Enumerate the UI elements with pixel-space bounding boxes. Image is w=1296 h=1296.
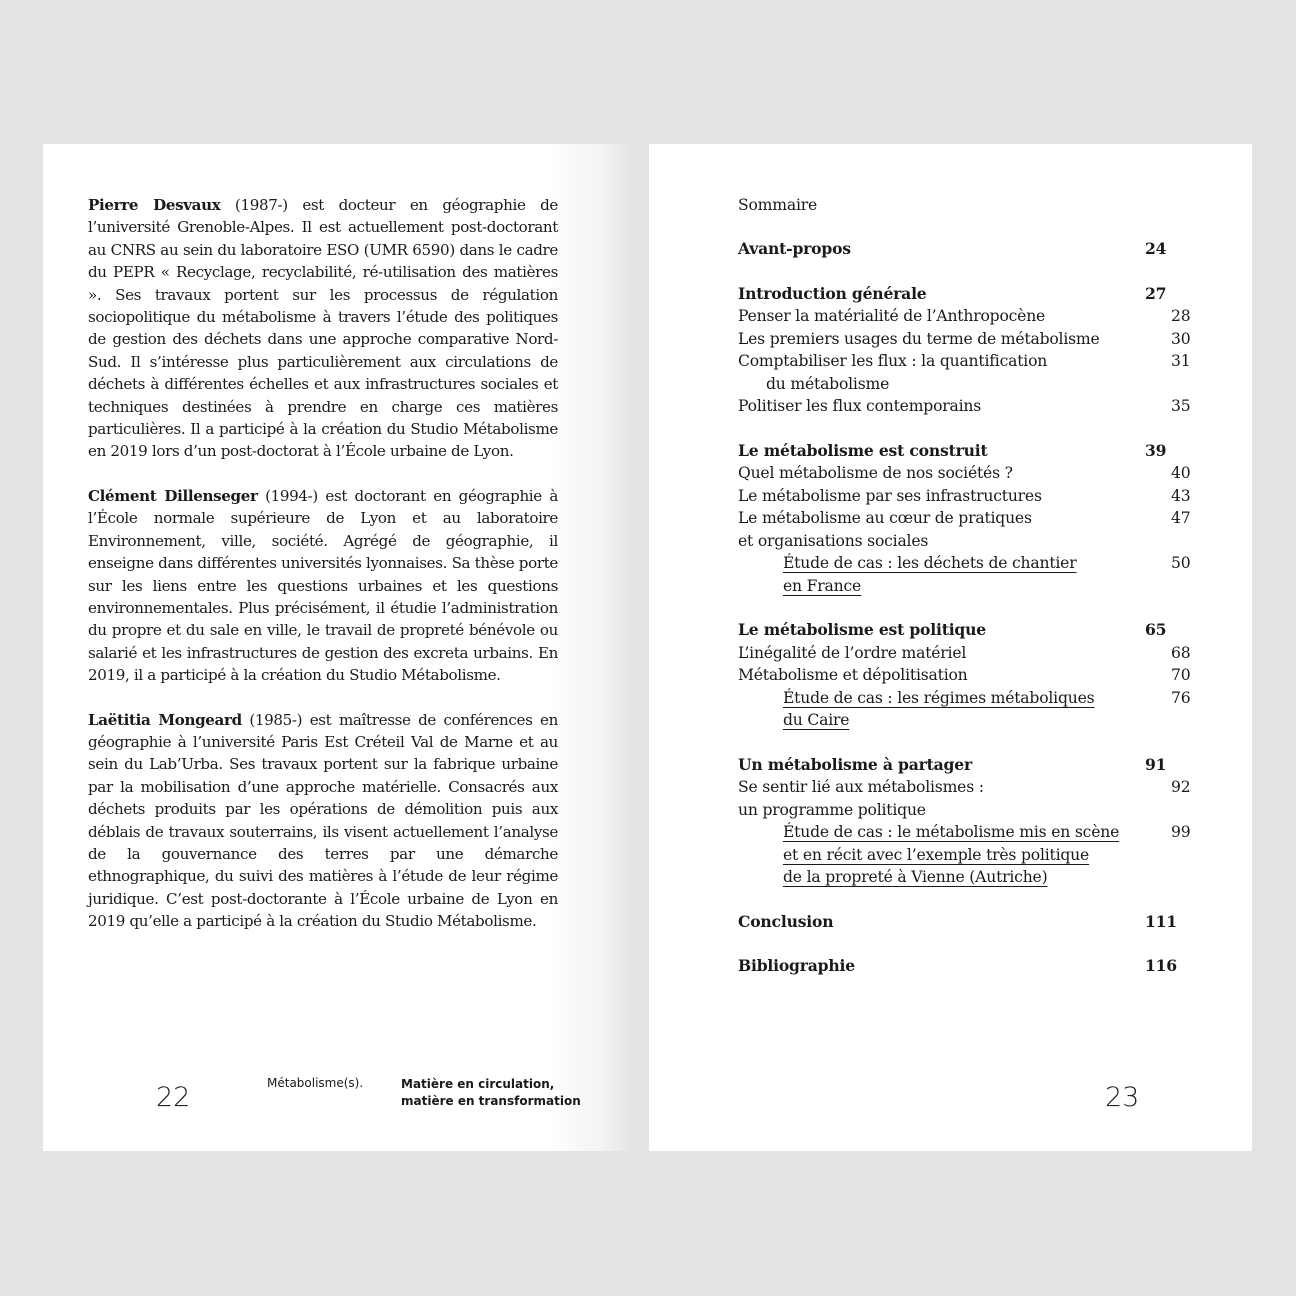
toc-entry-row[interactable]: [738, 507, 1198, 552]
toc-entry-page: 31: [1171, 352, 1191, 370]
toc-entry-line: Comptabiliser les flux : la quantification: [738, 352, 1048, 370]
footer-title-line: Matière en circulation,: [401, 1077, 555, 1091]
bio-text: (1987-) est docteur en géographie de l’université Grenoble-Alpes. Il est actuellement post-doctorant au CNRS au sein du laboratoire ESO (UMR 6590) dans le cadre du PEPR « Recyclage, recyclabilité, ré-utilisation des matières ». Ses travaux portent sur les processus de régulation sociopolitique du métabolisme à travers l’étude des politiques de gestion des déchets dans une approche comparative Nord-Sud. Il s’intéresse plus particulièrement aux circulations de déchets à différentes échelles et aux infrastructures sociales et techniques destinées à prendre en charge ces matières particulières. Il a participé à la création du Studio Métabolisme en 2019 lors d’un post-doctorat à l’École urbaine de Lyon.: [88, 196, 558, 461]
toc-entry-line: Le métabolisme par ses infrastructures: [738, 486, 1042, 505]
toc-entry-page: 28: [1171, 307, 1191, 325]
toc-heading: Sommaire: [738, 196, 818, 214]
toc-entry-page: 50: [1171, 554, 1191, 572]
toc-entry-page: 35: [1171, 397, 1191, 415]
toc-entry-line: et en récit avec l’exemple très politique: [783, 845, 1090, 864]
toc-entry-title: [738, 328, 1100, 351]
author-name: Laëtitia Mongeard: [88, 710, 242, 729]
toc-chapter-title: Le métabolisme est construit: [738, 440, 988, 460]
toc-chapter-row[interactable]: [738, 619, 1198, 642]
toc-sections: [738, 238, 1198, 978]
toc-entry-title: [738, 664, 968, 687]
toc-entry-line: Étude de cas : les déchets de chantier: [783, 554, 1077, 572]
running-footer-title: [401, 1076, 601, 1110]
toc-chapter-title: Introduction générale: [738, 283, 927, 303]
toc-entry-line: Métabolisme et dépolitisation: [738, 666, 968, 684]
toc-entry-row[interactable]: [738, 395, 1198, 418]
toc-entry-line: Étude de cas : le métabolisme mis en scène: [783, 823, 1120, 841]
toc-chapter-title: Avant-propos: [738, 239, 851, 258]
toc-entry-title: [738, 642, 966, 665]
toc-case-study-row[interactable]: [738, 552, 1198, 597]
toc-entry-page: 40: [1171, 464, 1191, 482]
footer-title-line: matière en transformation: [401, 1094, 581, 1108]
toc-entry-line: de la propreté à Vienne (Autriche): [783, 868, 1048, 886]
toc-entry-row[interactable]: [738, 328, 1198, 351]
toc-section: [738, 955, 1198, 978]
toc-entry-page: 47: [1171, 509, 1191, 527]
toc-section: [738, 283, 1198, 418]
toc-chapter-page: 27: [1145, 283, 1167, 303]
toc-entry-title: [738, 552, 1076, 597]
toc-chapter-page: 111: [1145, 911, 1177, 931]
toc-entry-title: [738, 395, 981, 418]
toc-entry-row[interactable]: [738, 485, 1198, 508]
right-page: [649, 144, 1252, 1151]
author-bios: [88, 194, 558, 955]
toc-entry-line: L’inégalité de l’ordre matériel: [738, 643, 967, 662]
toc-section: [738, 754, 1198, 889]
toc-entry-title: [738, 776, 984, 821]
toc-chapter-row[interactable]: [738, 754, 1198, 777]
toc-entry-row[interactable]: [738, 664, 1198, 687]
toc-chapter-row[interactable]: [738, 283, 1198, 306]
toc-entry-page: 99: [1171, 823, 1191, 841]
toc-entry-title: [738, 821, 1119, 889]
toc-chapter-row[interactable]: [738, 955, 1198, 978]
left-page: [43, 144, 631, 1151]
toc-chapter-page: 24: [1145, 239, 1167, 258]
toc-chapter-page: 65: [1145, 620, 1167, 639]
toc-chapter-title: Le métabolisme est politique: [738, 620, 986, 639]
page-number-left: 22: [156, 1082, 191, 1113]
toc-chapter-title: Bibliographie: [738, 956, 855, 975]
bio-paragraph: [88, 485, 558, 687]
toc-entry-row[interactable]: [738, 305, 1198, 328]
toc-chapter-row[interactable]: [738, 440, 1198, 463]
toc-section: [738, 238, 1198, 261]
toc-entry-page: 43: [1171, 486, 1191, 505]
toc-section: [738, 911, 1198, 934]
toc-chapter-row[interactable]: [738, 911, 1198, 934]
page-number-right: 23: [1105, 1082, 1140, 1113]
toc-entry-line: du Caire: [783, 711, 850, 729]
toc-entry-page: 70: [1171, 666, 1191, 684]
toc-entry-title: [738, 485, 1042, 508]
author-name: Clément Dillenseger: [88, 486, 258, 505]
running-footer-series: Métabolisme(s).: [267, 1076, 364, 1090]
toc-case-study-row[interactable]: [738, 821, 1198, 889]
toc-entry-line: du métabolisme: [766, 374, 890, 393]
toc-entry-row[interactable]: [738, 642, 1198, 665]
toc-entry-title: [738, 305, 1045, 328]
toc-entry-title: [738, 350, 1047, 395]
bio-text: (1985-) est maîtresse de conférences en géographie à l’université Paris Est Créteil Val de Marne et au sein du Lab’Urba. Ses travaux portent sur la fabrique urbaine par la mobilisation d’une approche matérielle. Consacrés aux déchets produits par les opérations de démolition puis aux déblais de travaux souterrains, ils visent actuellement l’analyse de la gouvernance des terres par une démarche ethnographique, du suivi des matières à l’étude de leur régime juridique. C’est post-doctorante à l’École urbaine de Lyon en 2019 qu’elle a participé à la création du Studio Métabolisme.: [88, 710, 558, 931]
toc-entry-line: Le métabolisme au cœur de pratiques: [738, 509, 1032, 527]
toc-entry-page: 92: [1171, 778, 1191, 796]
toc-entry-title: [738, 507, 1032, 552]
toc-chapter-title: Conclusion: [738, 911, 834, 931]
toc-entry-line: Les premiers usages du terme de métabolisme: [738, 329, 1100, 348]
toc-entry-line: Étude de cas : les régimes métaboliques: [783, 688, 1095, 707]
toc-entry-title: [738, 687, 1094, 732]
toc-chapter-page: 39: [1145, 440, 1167, 460]
toc-entry-page: 76: [1171, 688, 1191, 707]
toc-entry-title: [738, 462, 1013, 485]
toc-entry-page: 68: [1171, 643, 1191, 662]
author-name: Pierre Desvaux: [88, 196, 221, 214]
bio-paragraph: [88, 194, 558, 463]
bio-text: (1994-) est doctorant en géographie à l’École normale supérieure de Lyon et au laboratoire Environnement, ville, société. Agrégé de géographie, il enseigne dans différentes universités lyonnaises. Sa thèse porte sur les liens entre les questions urbaines et les questions environnementales. Plus précisément, il étudie l’administration du propre et du sale en ville, le travail de propreté bénévole ou salarié et les infrastructures de gestion des excreta urbains. En 2019, il a participé à la création du Studio Métabolisme.: [88, 486, 558, 685]
toc-chapter-page: 116: [1145, 956, 1177, 975]
toc-entry-page: 30: [1171, 329, 1191, 348]
toc-chapter-row[interactable]: [738, 238, 1198, 261]
toc-case-study-row[interactable]: [738, 687, 1198, 732]
toc-entry-row[interactable]: [738, 776, 1198, 821]
toc-entry-line: Penser la matérialité de l’Anthropocène: [738, 307, 1046, 325]
bio-paragraph: [88, 709, 558, 933]
toc-entry-line: Quel métabolisme de nos sociétés ?: [738, 464, 1013, 482]
toc-entry-line: un programme politique: [738, 800, 926, 819]
toc-entry-line: Politiser les flux contemporains: [738, 397, 982, 415]
toc-entry-row[interactable]: [738, 462, 1198, 485]
toc-entry-line: en France: [783, 576, 862, 595]
toc-entry-line: et organisations sociales: [738, 531, 929, 550]
toc-section: [738, 619, 1198, 732]
toc-chapter-title: Un métabolisme à partager: [738, 754, 972, 774]
toc-chapter-page: 91: [1145, 754, 1167, 774]
toc-section: [738, 440, 1198, 598]
toc-entry-line: Se sentir lié aux métabolismes :: [738, 778, 984, 796]
toc-entry-row[interactable]: [738, 350, 1198, 395]
table-of-contents: [738, 194, 1198, 1000]
